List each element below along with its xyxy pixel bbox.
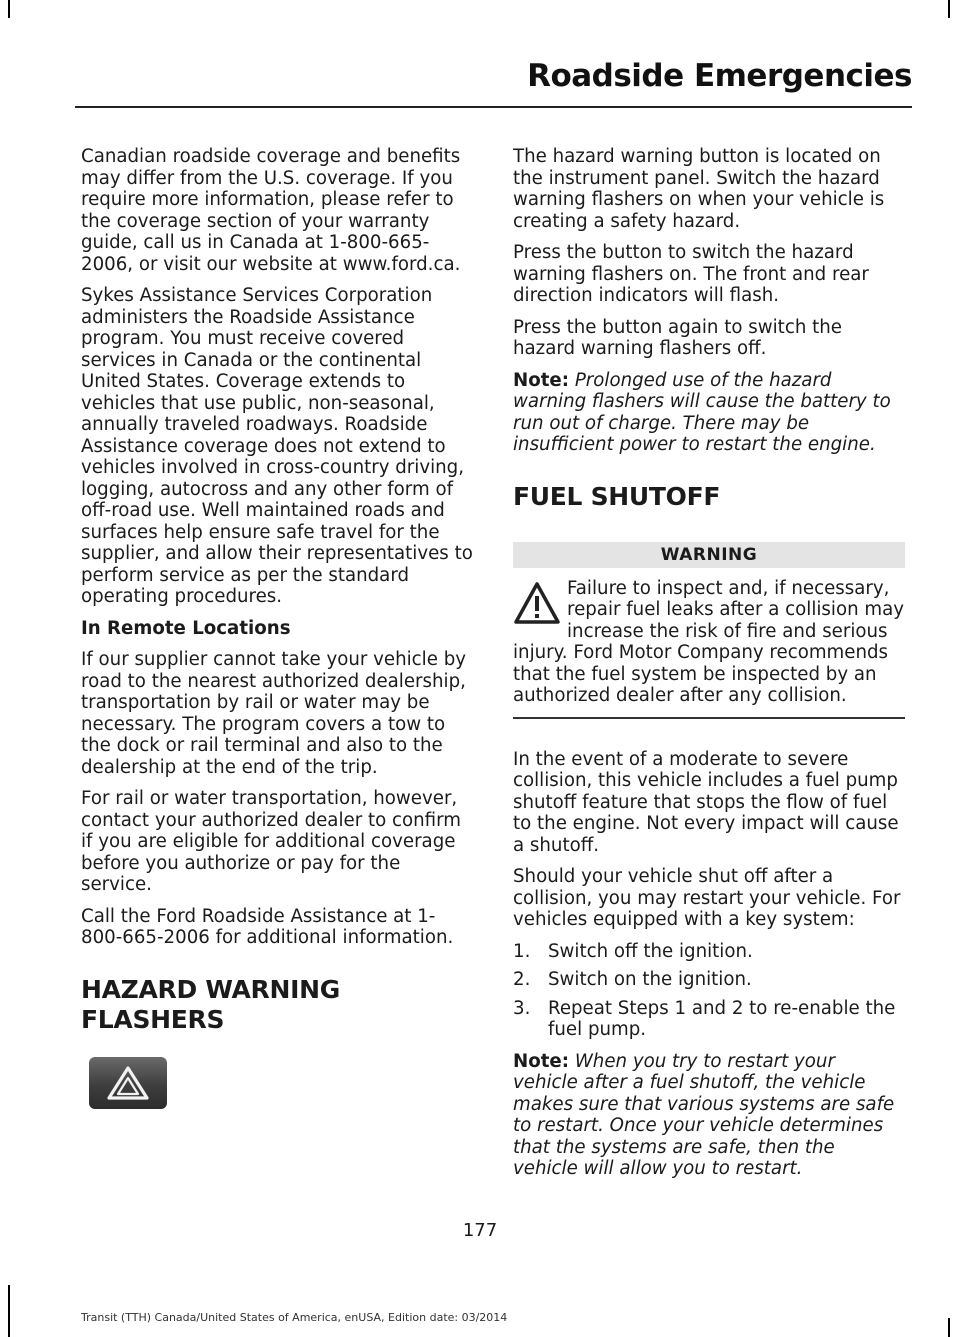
paragraph: Press the button again to switch the hazard warning flashers off. [513,316,842,359]
paragraph: Press the button to switch the hazard warning flashers on. The front and rear direction indicators will flash. [513,242,869,306]
crop-mark [8,0,10,18]
step-text: Repeat Steps 1 and 2 to re-enable the fuel pump. [548,997,896,1040]
right-column [513,146,905,1190]
warning-heading: WARNING [513,542,905,568]
list-item [513,969,905,991]
paragraph: The hazard warning button is located on the instrument panel. Switch the hazard warning flashers on when your vehicle is creating a safety hazard. [513,146,885,232]
subheading: In Remote Locations [81,617,291,639]
page-number: 177 [462,1220,498,1241]
note-text: When you try to restart your vehicle after a fuel shutoff, the vehicle makes sure that various systems are safe to restart. Once your vehicle determines that the systems are safe, then the vehicle will allow you to restart. [513,1050,895,1179]
note-text: Prolonged use of the hazard warning flashers will cause the battery to run out of charge. There may be insufficient power to restart the engine. [513,369,891,455]
step-number: 3. [513,997,531,1019]
note-label: Note: [513,1050,570,1072]
left-column [81,146,473,1109]
crop-mark [8,1285,10,1337]
paragraph: In the event of a moderate to severe collision, this vehicle includes a fuel pump shutoff feature that stops the flow of fuel to the engine. Not every impact will cause a shutoff. [513,748,899,856]
section-title: HAZARD WARNING FLASHERS [81,974,340,1034]
note [513,370,905,456]
paragraph: Sykes Assistance Services Corporation administers the Roadside Assistance program. You must receive covered services in Canada or the continental United States. Coverage extends to vehicles that use public, non-seasonal, annually traveled roadways. Roadside Assistance coverage does not extend to vehicles involved in cross-country driving, logging, autocross and any other form of off-road use. Well maintained roads and surfaces help ensure safe travel for the supplier, and allow their representatives to perform service as per the standard operating procedures. [81,285,473,607]
list-item [513,941,905,963]
section-title: FUEL SHUTOFF [513,481,721,511]
paragraph: Call the Ford Roadside Assistance at 1-800-665-2006 for additional information. [81,905,454,948]
warning-box [513,542,905,719]
warning-triangle-icon [513,580,561,626]
steps-list [513,941,905,1041]
crop-mark [948,1318,950,1337]
paragraph: For rail or water transportation, however, contact your authorized dealer to confirm if you are eligible for additional coverage before you authorize or pay for the service. [81,788,461,895]
note [513,1051,905,1180]
note-label: Note: [513,369,570,391]
step-text: Switch on the ignition. [548,969,752,990]
hazard-button-icon [89,1057,167,1109]
header-divider [75,106,912,108]
list-item [513,998,905,1041]
step-text: Switch off the ignition. [548,940,753,962]
footer-text: Transit (TTH) Canada/United States of America, enUSA, Edition date: 03/2014 [81,1311,508,1324]
paragraph: Should your vehicle shut off after a collision, you may restart your vehicle. For vehicles equipped with a key system: [513,866,901,930]
warning-body [513,578,905,707]
warning-divider [513,717,905,719]
step-number: 1. [513,940,531,962]
page-title: Roadside Emergencies [527,58,912,94]
warning-text: Failure to inspect and, if necessary, repair fuel leaks after a collision may increase the risk of fire and serious injury. Ford Motor Company recommends that the fuel system be inspected by an authorized dealer after any collision. [513,577,905,706]
step-number: 2. [513,969,531,990]
paragraph: If our supplier cannot take your vehicle by road to the nearest authorized dealership, transportation by rail or water may be necessary. The program covers a tow to the dock or rail terminal and also to the dealership at the end of the trip. [81,649,467,778]
crop-mark [948,0,950,18]
paragraph: Canadian roadside coverage and benefits may differ from the U.S. coverage. If you require more information, please refer to the coverage section of your warranty guide, call us in Canada at 1-800-665-2006, or visit our website at www.ford.ca. [81,146,461,275]
